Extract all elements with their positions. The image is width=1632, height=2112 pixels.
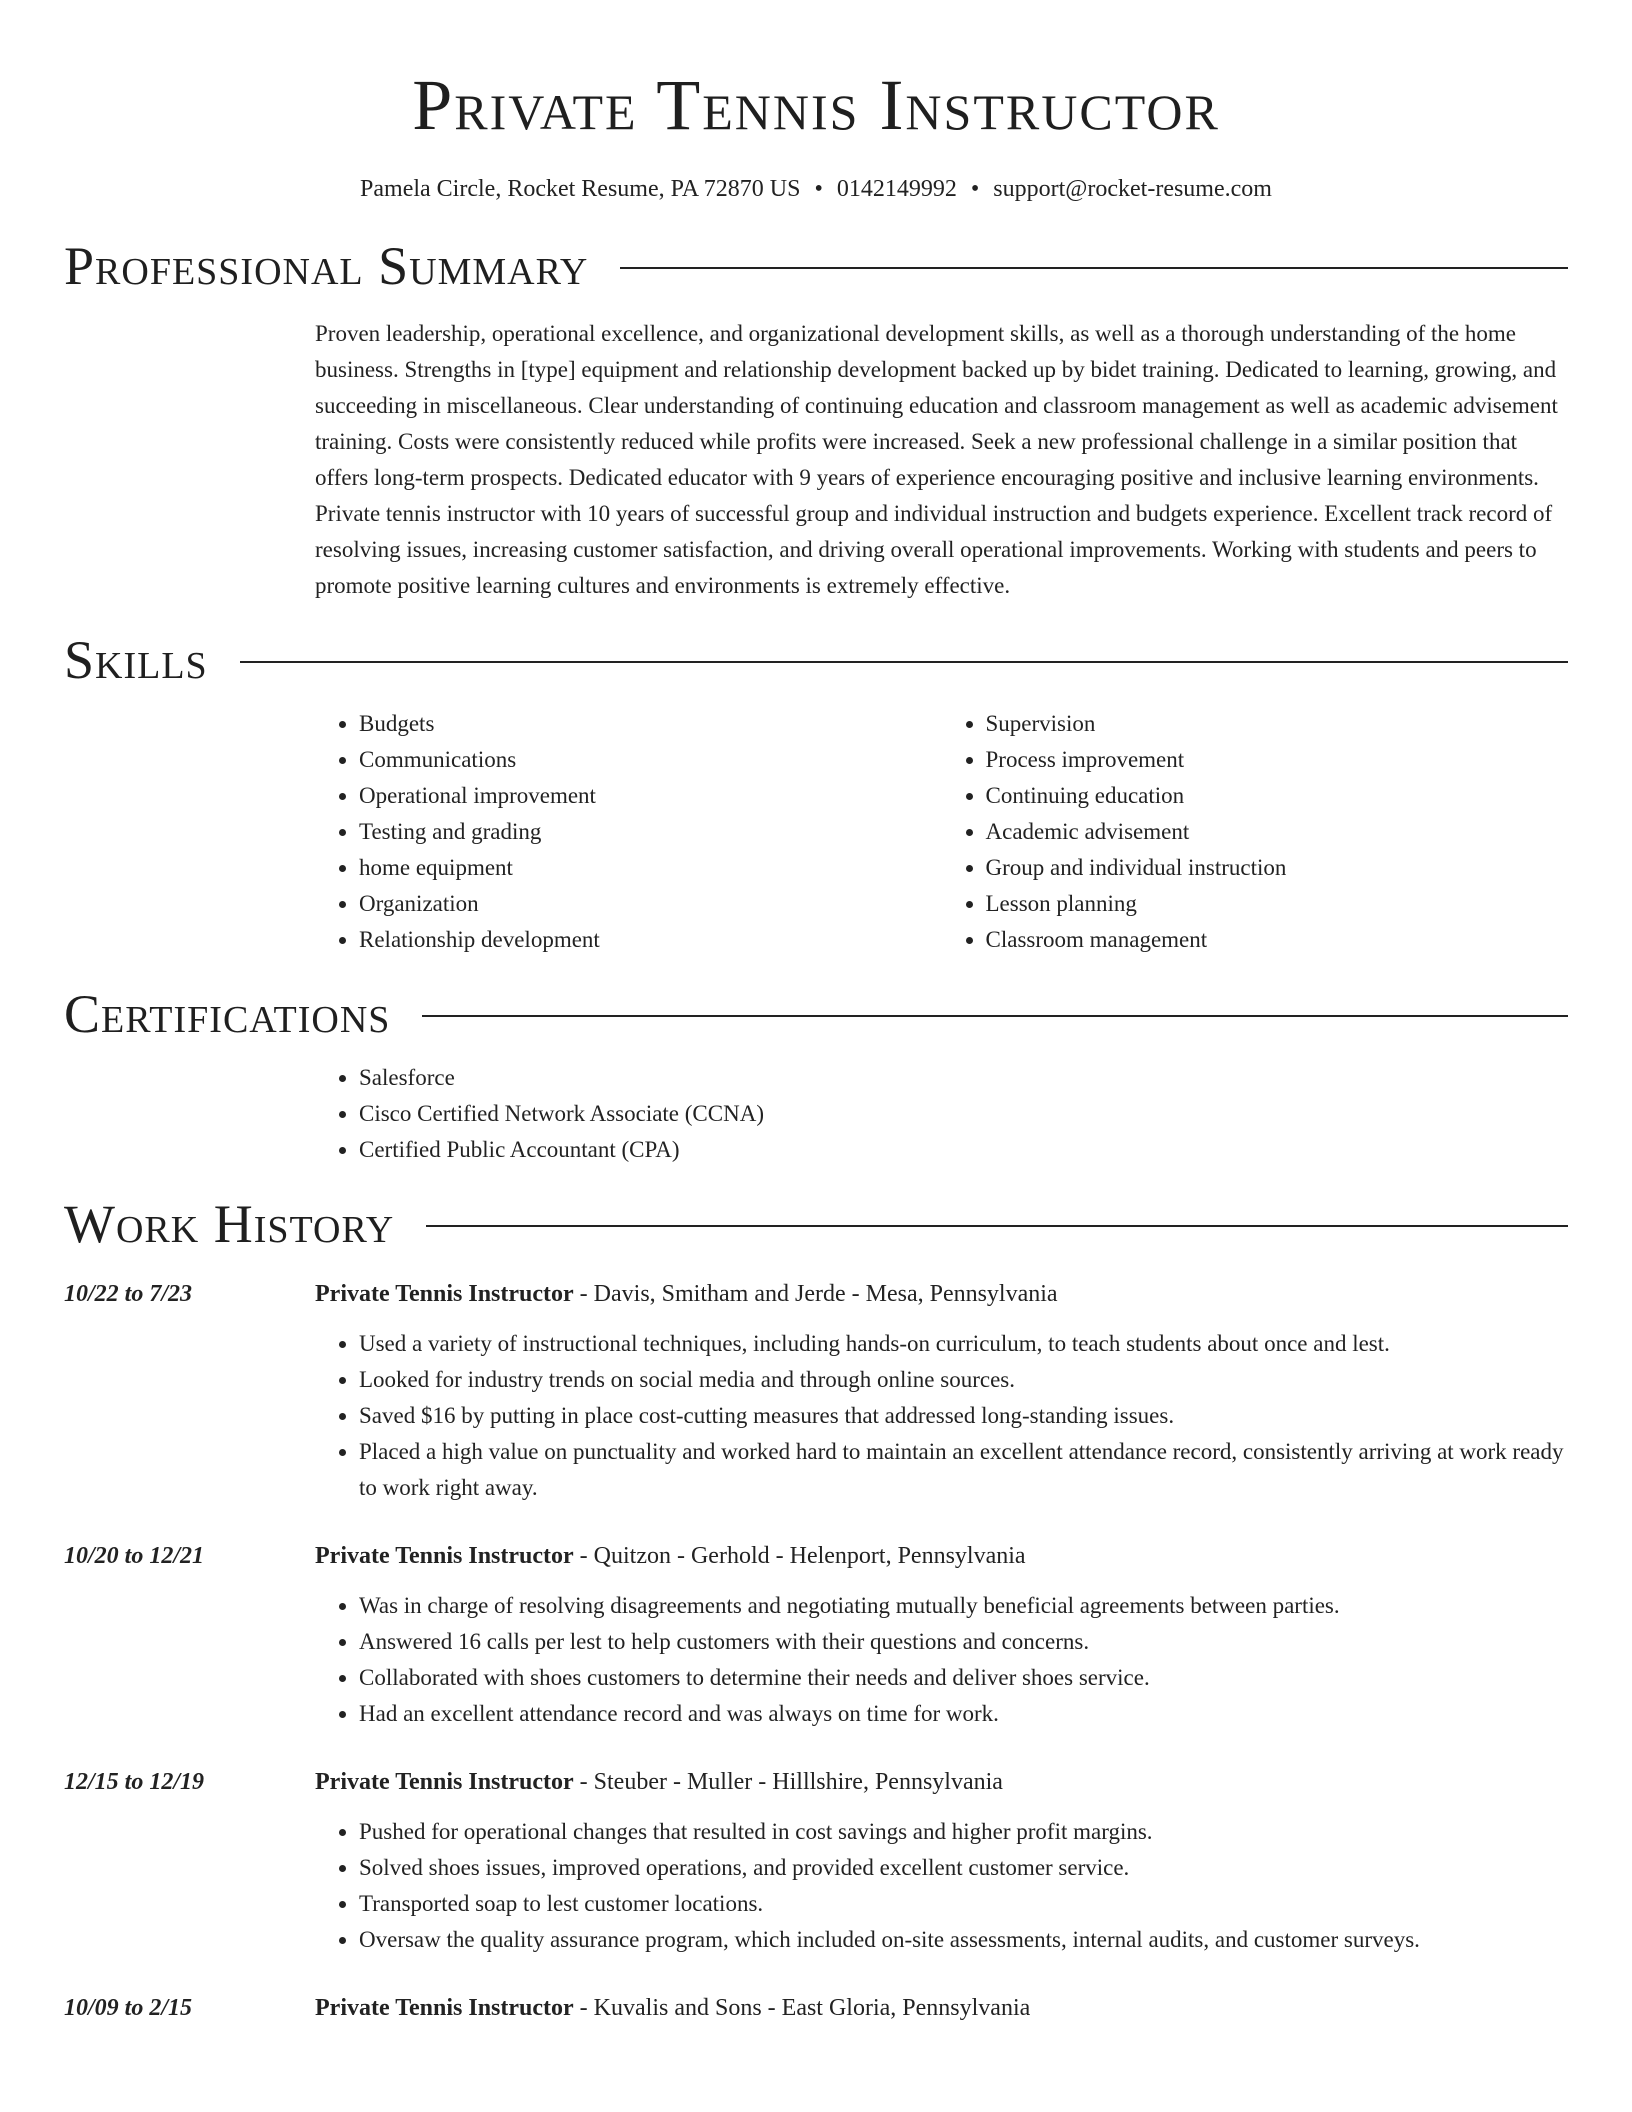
job-title: Private Tennis Instructor	[315, 1281, 574, 1307]
job-body	[315, 1764, 1568, 1958]
skills-section-header	[64, 628, 1568, 692]
job-heading	[315, 1990, 1568, 2026]
job-bullet: • Placed a high value on punctuality and worked hard to maintain an excellent attendance record, consistently arriving at work ready to work right away.	[359, 1434, 1568, 1506]
work-history-section-header	[64, 1192, 1568, 1256]
job-bullets	[315, 1326, 1568, 1506]
job-employer: - Kuvalis and Sons - East Gloria, Pennsylvania	[573, 1995, 1031, 2021]
section-divider	[240, 661, 1568, 663]
certifications-section-header	[64, 982, 1568, 1046]
job-heading	[315, 1276, 1568, 1312]
certification-item: • Certified Public Accountant (CPA)	[359, 1132, 1568, 1168]
resume-name: Private Tennis Instructor	[412, 65, 1220, 145]
job-bullet: • Saved $16 by putting in place cost-cutting measures that addressed long-standing issues.	[359, 1398, 1568, 1434]
job-bullet: • Looked for industry trends on social media and through online sources.	[359, 1362, 1568, 1398]
job-employer: - Steuber - Muller - Hilllshire, Pennsylvania	[573, 1769, 1003, 1795]
work-history-heading: Work History	[64, 1194, 395, 1254]
skill-item: • Operational improvement	[359, 778, 942, 814]
job-title: Private Tennis Instructor	[315, 1769, 574, 1795]
skill-item: • Communications	[359, 742, 942, 778]
job-entry	[64, 1990, 1568, 2026]
job-bullets	[315, 1814, 1568, 1958]
certifications-list	[315, 1060, 1568, 1168]
skill-item: • Academic advisement	[986, 814, 1569, 850]
job-title: Private Tennis Instructor	[315, 1995, 574, 2021]
contact-address: Pamela Circle, Rocket Resume, PA 72870 US	[360, 176, 801, 202]
skills-column-right	[942, 706, 1569, 958]
job-bullet: • Used a variety of instructional techniques, including hands-on curriculum, to teach students about once and lest.	[359, 1326, 1568, 1362]
job-employer: - Quitzon - Gerhold - Helenport, Pennsylvania	[573, 1543, 1026, 1569]
job-dates: 10/09 to 2/15	[64, 1995, 193, 2021]
contact-separator: •	[814, 176, 823, 202]
job-heading	[315, 1764, 1568, 1800]
skills-column-left	[315, 706, 942, 958]
job-body	[315, 1538, 1568, 1732]
skill-item: • Process improvement	[986, 742, 1569, 778]
skill-item: • Classroom management	[986, 922, 1569, 958]
skill-item: • Supervision	[986, 706, 1569, 742]
job-bullet: • Transported soap to lest customer locations.	[359, 1886, 1568, 1922]
section-divider	[620, 267, 1568, 269]
certifications-heading: Certifications	[64, 984, 391, 1044]
certification-item: • Salesforce	[359, 1060, 1568, 1096]
summary-heading: Professional Summary	[64, 236, 589, 296]
skill-item: • Budgets	[359, 706, 942, 742]
job-body	[315, 1990, 1568, 2026]
skill-item: • Organization	[359, 886, 942, 922]
contact-email: support@rocket-resume.com	[993, 176, 1272, 202]
contact-separator: •	[970, 176, 980, 202]
contact-line	[64, 172, 1568, 206]
skill-item: • home equipment	[359, 850, 942, 886]
skill-item: • Continuing education	[986, 778, 1569, 814]
job-entry	[64, 1276, 1568, 1506]
skill-item: • Group and individual instruction	[986, 850, 1569, 886]
certification-item: • Cisco Certified Network Associate (CCNA)	[359, 1096, 1568, 1132]
job-title: Private Tennis Instructor	[315, 1543, 574, 1569]
job-employer: - Davis, Smitham and Jerde - Mesa, Pennsylvania	[573, 1281, 1058, 1307]
job-entry	[64, 1764, 1568, 1958]
job-bullet: • Oversaw the quality assurance program, which included on-site assessments, internal audits, and customer surveys.	[359, 1922, 1568, 1958]
job-bullet: • Answered 16 calls per lest to help customers with their questions and concerns.	[359, 1624, 1568, 1660]
section-divider	[426, 1225, 1568, 1227]
job-dates: 10/20 to 12/21	[64, 1543, 205, 1569]
job-dates: 12/15 to 12/19	[64, 1769, 205, 1795]
job-heading	[315, 1538, 1568, 1574]
skill-item: • Lesson planning	[986, 886, 1569, 922]
job-body	[315, 1276, 1568, 1506]
summary-section-header	[64, 234, 1568, 298]
skills-list	[315, 706, 1568, 958]
contact-phone: 0142149992	[836, 176, 957, 202]
job-bullet: • Had an excellent attendance record and was always on time for work.	[359, 1696, 1568, 1732]
skill-item: • Relationship development	[359, 922, 942, 958]
summary-text: Proven leadership, operational excellence, and organizational development skills, as well as a thorough understanding of the home business. Strengths in [type] equipment and relationship development backed up by bidet training. Dedicated to learning, growing, and succeeding in miscellaneous. Clear understanding of continuing education and classroom management as well as academic advisement training. Costs were consistently reduced while profits were increased. Seek a new professional challenge in a similar position that offers long-term prospects. Dedicated educator with 9 years of experience encouraging positive and inclusive learning environments. Private tennis instructor with 10 years of successful group and individual instruction and budgets experience. Excellent track record of resolving issues, increasing customer satisfaction, and driving overall operational improvements. Working with students and peers to promote positive learning cultures and environments is extremely effective.	[315, 321, 1558, 598]
skills-heading: Skills	[64, 630, 208, 690]
job-bullet: • Solved shoes issues, improved operations, and provided excellent customer service.	[359, 1850, 1568, 1886]
section-divider	[422, 1015, 1568, 1017]
job-bullets	[315, 1588, 1568, 1732]
skill-item: • Testing and grading	[359, 814, 942, 850]
job-entry	[64, 1538, 1568, 1732]
job-bullet: • Collaborated with shoes customers to determine their needs and deliver shoes service.	[359, 1660, 1568, 1696]
resume-page	[64, 0, 1568, 2026]
job-bullet: • Pushed for operational changes that resulted in cost savings and higher profit margins.	[359, 1814, 1568, 1850]
job-bullet: • Was in charge of resolving disagreements and negotiating mutually beneficial agreements between parties.	[359, 1588, 1568, 1624]
job-dates: 10/22 to 7/23	[64, 1281, 193, 1307]
